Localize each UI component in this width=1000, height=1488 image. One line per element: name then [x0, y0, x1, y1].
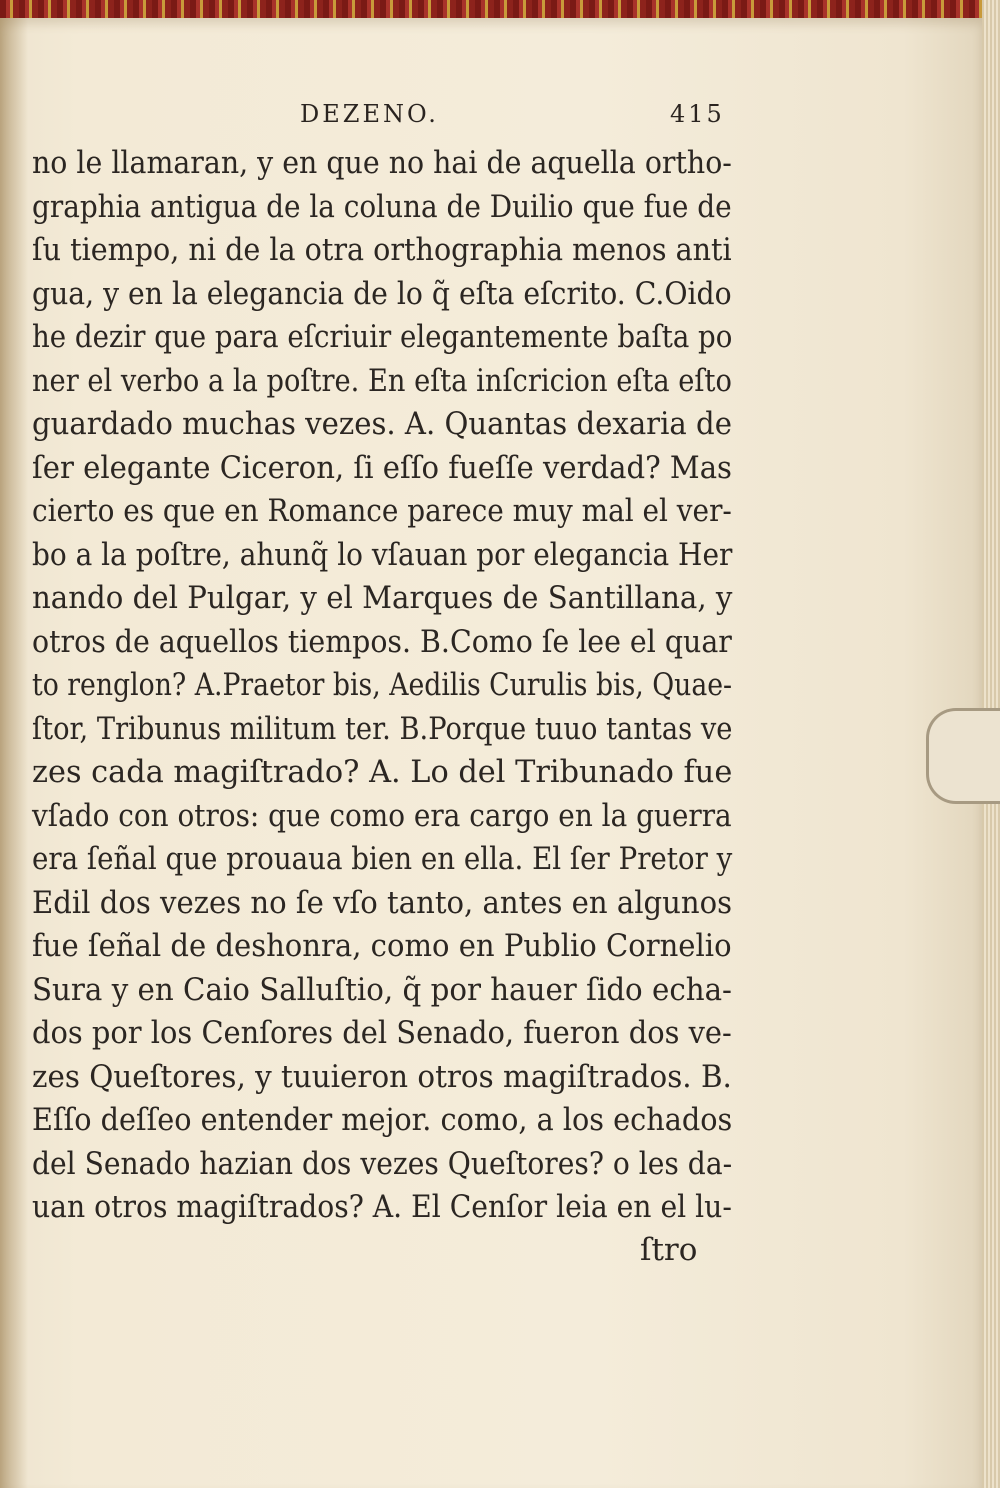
catchword: ſtro: [640, 1232, 698, 1268]
text-line: ner el verbo a la poſtre. En eſta inſcricion eſta eſto: [32, 362, 732, 399]
text-line: dos por los Cenſores del Senado, fueron dos ve-: [32, 1015, 732, 1051]
running-head: DEZENO.: [300, 100, 439, 128]
text-line: Edil dos vezes no ſe vſo tanto, antes en algunos: [32, 884, 733, 921]
text-line: ſu tiempo, ni de la otra orthographia menos anti: [32, 232, 732, 268]
text-line: cierto es que en Romance parece muy mal el ver-: [32, 493, 732, 529]
text-line: del Senado hazian dos vezes Queſtores? o les da-: [32, 1145, 733, 1182]
text-line: graphia antigua de la coluna de Duilio que fue de: [32, 188, 732, 225]
text-block: [32, 142, 732, 1230]
thumb-tab: [926, 708, 1000, 804]
text-line: Eſſo deſſeo entender mejor. como, a los echados: [32, 1102, 733, 1138]
text-line: fue ſeñal de deshonra, como en Publio Cornelio: [32, 928, 732, 964]
text-line: ſer elegante Ciceron, ſi eſſo fueſſe verdad? Mas: [32, 449, 732, 486]
text-line: uan otros magiſtrados? A. El Cenſor leia en el lu-: [32, 1189, 732, 1225]
text-line: zes cada magiſtrado? A. Lo del Tribunado fue: [32, 754, 733, 790]
text-line: no le llamaran, y en que no hai de aquella ortho-: [32, 145, 732, 181]
text-line: ſtor, Tribunus militum ter. B.Porque tuuo tantas ve: [32, 710, 733, 747]
page-number: 415: [670, 100, 725, 128]
text-line: guardado muchas vezes. A. Quantas dexaria de: [32, 406, 732, 442]
gutter-shadow: [0, 18, 28, 1488]
text-line: Sura y en Caio Salluſtio, q̃ por hauer ſido echa-: [32, 971, 732, 1008]
text-line: otros de aquellos tiempos. B.Como ſe lee el quar: [32, 623, 732, 660]
text-line: nando del Pulgar, y el Marques de Santillana, y: [32, 580, 733, 616]
text-line: he dezir que para eſcriuir elegantemente baſta po: [32, 319, 733, 355]
text-line: era ſeñal que prouaua bien en ella. El ſer Pretor y: [32, 841, 733, 877]
text-line: vſado con otros: que como era cargo en la guerra: [32, 797, 732, 834]
text-line: to renglon? A.Praetor bis, Aedilis Curulis bis, Quae-: [32, 667, 733, 703]
text-line: bo a la poſtre, ahunq̃ lo vſauan por elegancia Her: [32, 536, 733, 573]
text-line: zes Queſtores, y tuuieron otros magiſtrados. B.: [32, 1058, 732, 1095]
text-line: gua, y en la elegancia de lo q̃ eſta eſcrito. C.Oido: [32, 275, 732, 312]
